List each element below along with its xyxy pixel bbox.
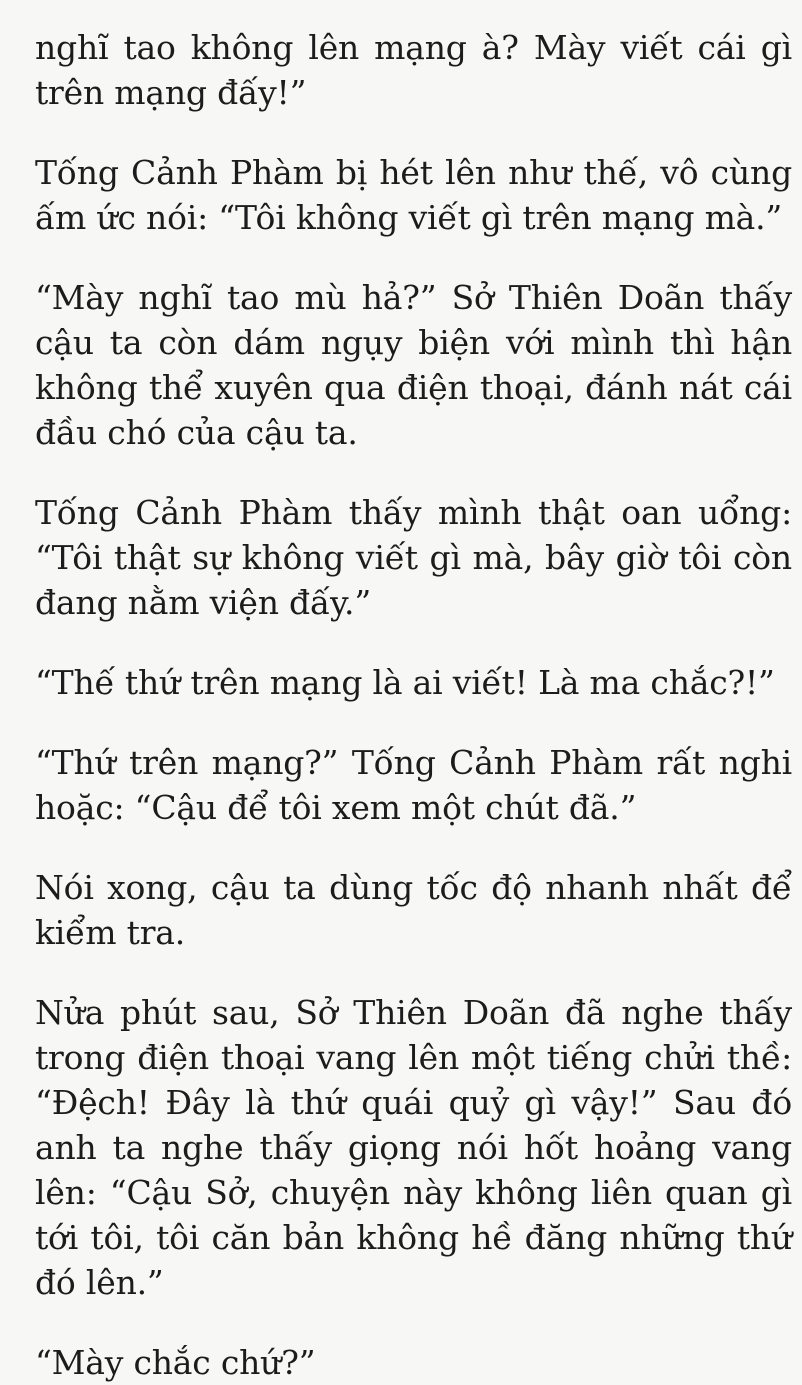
paragraph: “Mày nghĩ tao mù hả?” Sở Thiên Doãn thấy cậu ta còn dám ngụy biện với mình thì hận không thể xuyên qua điện thoại, đánh nát cái đầu chó của cậu ta. xyxy=(35,278,792,452)
paragraph: Tống Cảnh Phàm bị hét lên như thế, vô cùng ấm ức nói: “Tôi không viết gì trên mạng mà.” xyxy=(35,153,792,237)
paragraph: Nói xong, cậu ta dùng tốc độ nhanh nhất để kiểm tra. xyxy=(35,868,792,952)
paragraph: “Thế thứ trên mạng là ai viết! Là ma chắc?!” xyxy=(35,663,775,702)
paragraph: nghĩ tao không lên mạng à? Mày viết cái gì trên mạng đấy!” xyxy=(35,28,792,112)
paragraph: Tống Cảnh Phàm thấy mình thật oan uổng: “Tôi thật sự không viết gì mà, bây giờ tôi còn đang nằm viện đấy.” xyxy=(35,493,792,622)
paragraph: “Mày chắc chứ?” xyxy=(35,1343,316,1382)
paragraph: “Thứ trên mạng?” Tống Cảnh Phàm rất nghi hoặc: “Cậu để tôi xem một chút đã.” xyxy=(35,743,792,827)
paragraph: Nửa phút sau, Sở Thiên Doãn đã nghe thấy trong điện thoại vang lên một tiếng chửi thề: “Đệch! Đây là thứ quái quỷ gì vậy!” Sau đó anh ta nghe thấy giọng nói hốt hoảng vang lên: “Cậu Sở, chuyện này không liên quan gì tới tôi, tôi căn bản không hề đăng những thứ đó lên.” xyxy=(35,993,792,1302)
